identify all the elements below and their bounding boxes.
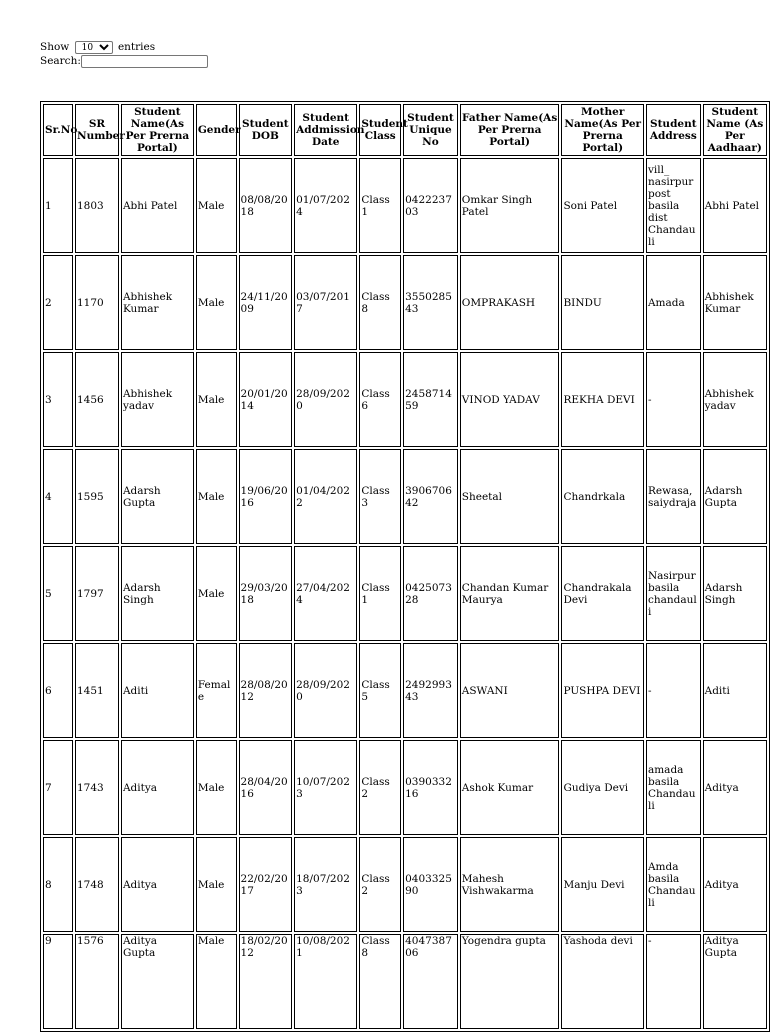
table-wrapper — [40, 101, 768, 1024]
table-row — [43, 740, 767, 835]
table-cell: BINDU — [561, 255, 644, 350]
table-cell: - — [646, 934, 701, 1029]
header-row — [43, 104, 767, 156]
table-cell: 19/06/2016 — [239, 449, 293, 544]
table-cell: 1451 — [75, 643, 119, 738]
table-cell: Soni Patel — [561, 158, 644, 253]
table-cell: 1803 — [75, 158, 119, 253]
column-header[interactable]: Student Address — [646, 104, 701, 156]
table-cell: Gudiya Devi — [561, 740, 644, 835]
table-cell: 042507328 — [403, 546, 458, 641]
table-cell: 29/03/2018 — [239, 546, 293, 641]
table-cell: Aditya Gupta — [121, 934, 194, 1029]
table-cell: 01/04/2022 — [294, 449, 357, 544]
table-row — [43, 546, 767, 641]
search-label: Search: — [40, 55, 81, 67]
column-header[interactable]: Student Name(As Per Prerna Portal) — [121, 104, 194, 156]
table-cell: 404738706 — [403, 934, 458, 1029]
table-cell: Amada — [646, 255, 701, 350]
column-header[interactable]: SR Number — [75, 104, 119, 156]
table-cell: Chandrakala Devi — [561, 546, 644, 641]
table-cell: Male — [196, 934, 237, 1029]
table-cell: Adarsh Gupta — [121, 449, 194, 544]
table-cell: 28/08/2012 — [239, 643, 293, 738]
column-header[interactable]: Student DOB — [239, 104, 293, 156]
table-cell: Class 1 — [359, 546, 401, 641]
table-cell: 3 — [43, 352, 73, 447]
table-cell: 8 — [43, 837, 73, 932]
table-cell: Male — [196, 352, 237, 447]
table-cell: Female — [196, 643, 237, 738]
students-table — [40, 101, 770, 1032]
table-cell: Abhi Patel — [703, 158, 767, 253]
table-cell: 03/07/2017 — [294, 255, 357, 350]
table-cell: 1576 — [75, 934, 119, 1029]
table-cell: Nasirpur basila chandauli — [646, 546, 701, 641]
column-header[interactable]: Student Addmission Date — [294, 104, 357, 156]
table-cell: 355028543 — [403, 255, 458, 350]
table-cell: Aditi — [703, 643, 767, 738]
table-cell: Class 6 — [359, 352, 401, 447]
search-control — [40, 54, 208, 68]
table-cell: Adarsh Singh — [703, 546, 767, 641]
column-header[interactable]: Student Name (As Per Aadhaar) — [703, 104, 767, 156]
entries-label: entries — [117, 41, 156, 53]
table-cell: Male — [196, 546, 237, 641]
table-row — [43, 255, 767, 350]
table-cell: 01/07/2024 — [294, 158, 357, 253]
entries-select[interactable] — [75, 41, 113, 54]
table-cell: Adarsh Gupta — [703, 449, 767, 544]
table-cell: 1743 — [75, 740, 119, 835]
table-cell: Aditya — [703, 837, 767, 932]
table-cell: ASWANI — [460, 643, 560, 738]
table-cell: Abhishek Kumar — [703, 255, 767, 350]
table-cell: Aditya — [121, 740, 194, 835]
table-cell: Male — [196, 255, 237, 350]
table-row — [43, 352, 767, 447]
column-header[interactable]: Gender — [196, 104, 237, 156]
table-cell: Ashok Kumar — [460, 740, 560, 835]
table-cell: Abhishek Kumar — [121, 255, 194, 350]
table-cell: Aditi — [121, 643, 194, 738]
table-cell: Chandan Kumar Maurya — [460, 546, 560, 641]
search-input[interactable] — [81, 55, 208, 68]
table-cell: 042223703 — [403, 158, 458, 253]
table-cell: 24/11/2009 — [239, 255, 293, 350]
table-cell: Class 3 — [359, 449, 401, 544]
table-cell: Abhishek yadav — [121, 352, 194, 447]
table-cell: 08/08/2018 — [239, 158, 293, 253]
table-cell: Omkar Singh Patel — [460, 158, 560, 253]
column-header[interactable]: Father Name(As Per Prerna Portal) — [460, 104, 560, 156]
table-cell: Male — [196, 449, 237, 544]
table-cell: Aditya — [121, 837, 194, 932]
table-cell: 1456 — [75, 352, 119, 447]
table-row — [43, 643, 767, 738]
table-cell: 1170 — [75, 255, 119, 350]
table-cell: 20/01/2014 — [239, 352, 293, 447]
table-cell: 27/04/2024 — [294, 546, 357, 641]
table-cell: 2 — [43, 255, 73, 350]
table-cell: amada basila Chandauli — [646, 740, 701, 835]
table-cell: 22/02/2017 — [239, 837, 293, 932]
table-row — [43, 934, 767, 1029]
table-row — [43, 449, 767, 544]
table-cell: 039033216 — [403, 740, 458, 835]
table-cell: REKHA DEVI — [561, 352, 644, 447]
table-cell: Adarsh Singh — [121, 546, 194, 641]
table-cell: Mahesh Vishwakarma — [460, 837, 560, 932]
table-cell: Rewasa, saiydraja — [646, 449, 701, 544]
column-header[interactable]: Mother Name(As Per Prerna Portal) — [561, 104, 644, 156]
table-cell: OMPRAKASH — [460, 255, 560, 350]
table-cell: 1797 — [75, 546, 119, 641]
table-cell: 245871459 — [403, 352, 458, 447]
table-cell: 10/07/2023 — [294, 740, 357, 835]
table-cell: Aditya — [703, 740, 767, 835]
table-cell: PUSHPA DEVI — [561, 643, 644, 738]
table-controls — [40, 40, 208, 68]
table-cell: Male — [196, 837, 237, 932]
table-cell: Class 1 — [359, 158, 401, 253]
table-cell: 18/07/2023 — [294, 837, 357, 932]
table-cell: Class 2 — [359, 740, 401, 835]
table-cell: Class 8 — [359, 934, 401, 1029]
table-row — [43, 158, 767, 253]
table-cell: 1 — [43, 158, 73, 253]
table-cell: 10/08/2021 — [294, 934, 357, 1029]
table-cell: Class 8 — [359, 255, 401, 350]
table-cell: Sheetal — [460, 449, 560, 544]
table-cell: 1748 — [75, 837, 119, 932]
table-body — [43, 158, 767, 1029]
table-cell: 18/02/2012 — [239, 934, 293, 1029]
table-cell: - — [646, 352, 701, 447]
table-cell: Abhi Patel — [121, 158, 194, 253]
table-cell: 249299343 — [403, 643, 458, 738]
table-cell: 28/04/2016 — [239, 740, 293, 835]
table-cell: 1595 — [75, 449, 119, 544]
table-cell: Amda basila Chandauli — [646, 837, 701, 932]
table-row — [43, 837, 767, 932]
table-cell: 6 — [43, 643, 73, 738]
table-cell: Yogendra gupta — [460, 934, 560, 1029]
table-cell: 390670642 — [403, 449, 458, 544]
table-cell: Aditya Gupta — [703, 934, 767, 1029]
table-cell: VINOD YADAV — [460, 352, 560, 447]
table-cell: vill_ nasirpur post basila dist Chandauli — [646, 158, 701, 253]
table-cell: 28/09/2020 — [294, 643, 357, 738]
table-cell: 040332590 — [403, 837, 458, 932]
column-header[interactable]: Student Unique No — [403, 104, 458, 156]
table-cell: - — [646, 643, 701, 738]
table-cell: 4 — [43, 449, 73, 544]
table-cell: Manju Devi — [561, 837, 644, 932]
table-cell: 5 — [43, 546, 73, 641]
table-cell: Male — [196, 158, 237, 253]
show-label: Show — [40, 41, 70, 53]
column-header[interactable]: Sr.No — [43, 104, 73, 156]
table-cell: Yashoda devi — [561, 934, 644, 1029]
table-cell: Class 2 — [359, 837, 401, 932]
table-cell: Male — [196, 740, 237, 835]
table-cell: Class 5 — [359, 643, 401, 738]
length-control — [40, 40, 208, 54]
table-cell: Abhishek yadav — [703, 352, 767, 447]
table-cell: 7 — [43, 740, 73, 835]
table-cell: 9 — [43, 934, 73, 1029]
table-cell: 28/09/2020 — [294, 352, 357, 447]
table-cell: Chandrkala — [561, 449, 644, 544]
column-header[interactable]: Student Class — [359, 104, 401, 156]
